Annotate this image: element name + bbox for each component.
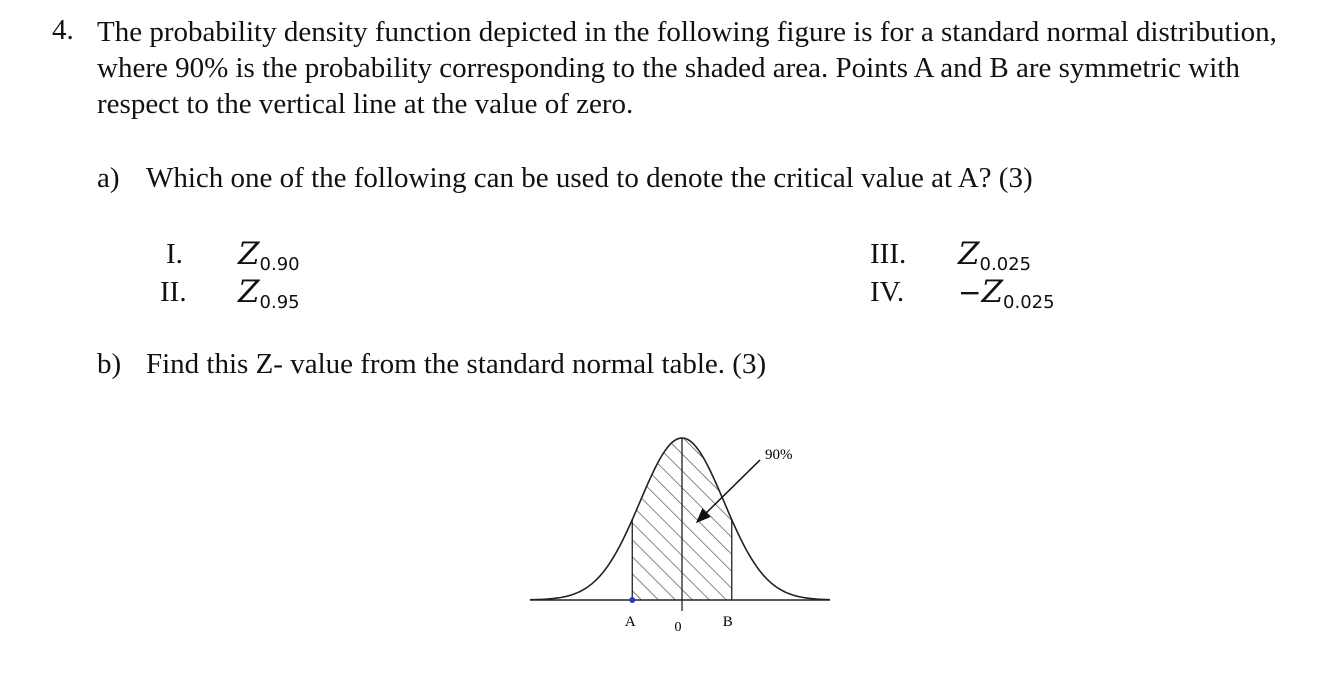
label-a: A bbox=[624, 614, 636, 630]
question-number: 4. bbox=[52, 14, 74, 46]
normal-distribution-figure bbox=[520, 428, 840, 638]
option-1-value: $Z_{0.90}$ bbox=[238, 236, 300, 275]
question-text: The probability density function depicted in the following figure is for a standard normal distribution, where 90% is the probability corresponding to the shaded area. Points A and B are symmetric with respect to the vertical line at the value of zero. bbox=[97, 16, 1277, 120]
option-4-value: $-Z_{0.025}$ bbox=[958, 274, 1055, 313]
part-a-label: a) bbox=[97, 162, 120, 194]
option-3-number: III. bbox=[870, 238, 907, 270]
part-b-question: Find this Z- value from the standard normal table. (3) bbox=[146, 348, 767, 380]
shaded-label: 90% bbox=[765, 447, 793, 463]
point-a-marker bbox=[629, 597, 635, 603]
part-b-label: b) bbox=[97, 348, 122, 380]
option-2-number: II. bbox=[160, 276, 187, 308]
option-3-value: $Z_{0.025}$ bbox=[958, 236, 1032, 275]
label-b: B bbox=[722, 614, 733, 630]
option-4-number: IV. bbox=[870, 276, 905, 308]
label-zero: 0 bbox=[674, 620, 682, 635]
option-2-value: $Z_{0.95}$ bbox=[238, 274, 300, 313]
part-a-question: Which one of the following can be used to denote the critical value at A? (3) bbox=[146, 162, 1033, 194]
option-1-number: I. bbox=[166, 238, 183, 270]
